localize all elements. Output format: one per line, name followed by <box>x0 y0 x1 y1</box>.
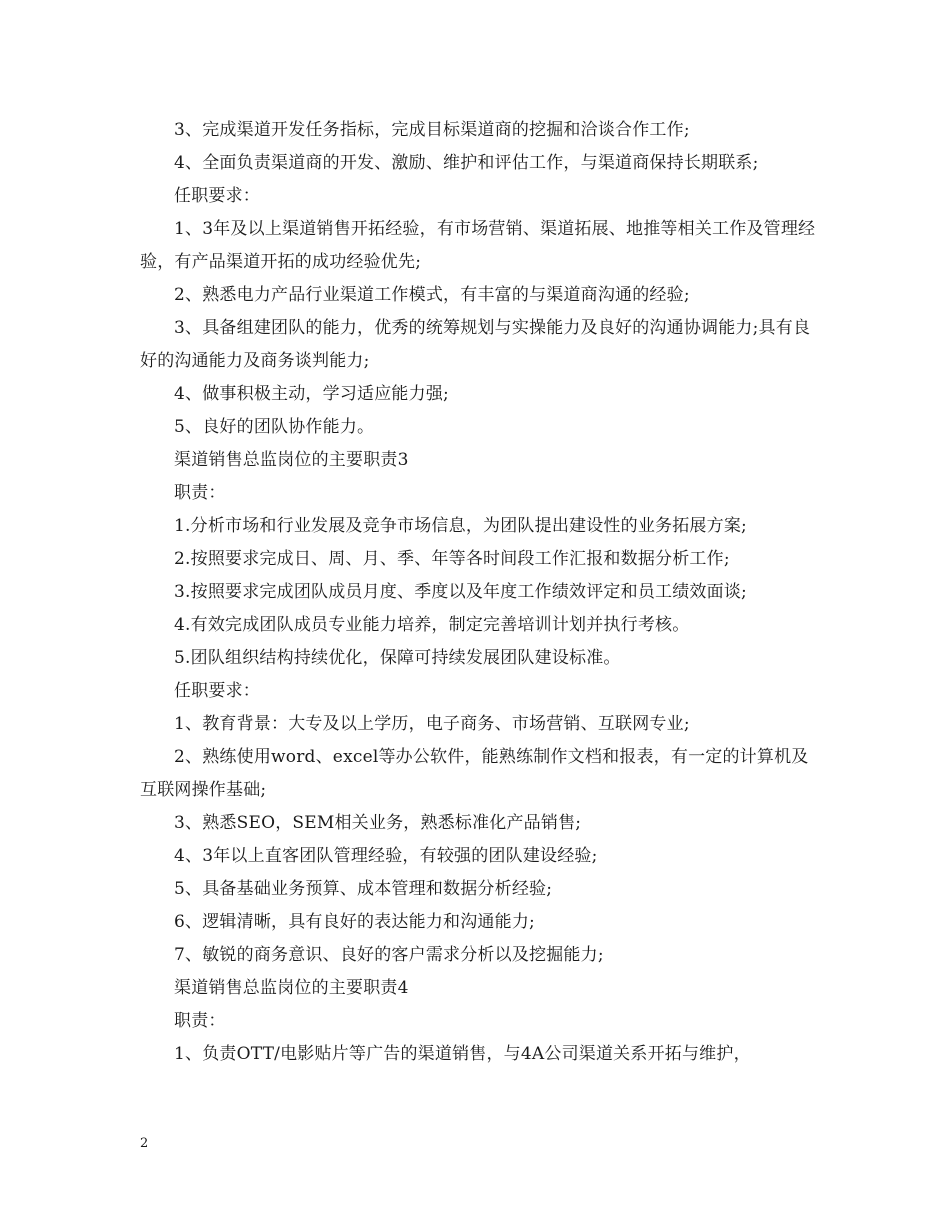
paragraph-4: 1、3年及以上渠道销售开拓经验，有市场营销、渠道拓展、地推等相关工作及管理经验，有产品渠道开拓的成功经验优先; <box>140 219 816 272</box>
paragraph-25: 职责： <box>174 1011 226 1031</box>
paragraph-8: 5、良好的团队协作能力。 <box>174 417 375 437</box>
paragraph-10: 职责： <box>174 483 226 503</box>
paragraph-13: 3.按照要求完成团队成员月度、季度以及年度工作绩效评定和员工绩效面谈; <box>174 582 747 602</box>
page-number: 2 <box>140 1136 149 1151</box>
paragraph-11: 1.分析市场和行业发展及竞争市场信息，为团队提出建设性的业务拓展方案; <box>174 516 747 536</box>
paragraph-16: 任职要求： <box>174 681 260 701</box>
paragraph-15: 5.团队组织结构持续优化，保障可持续发展团队建设标准。 <box>174 648 621 668</box>
paragraph-5: 2、熟悉电力产品行业渠道工作模式，有丰富的与渠道商沟通的经验; <box>174 285 690 305</box>
paragraph-20: 4、3年以上直客团队管理经验，有较强的团队建设经验; <box>174 846 598 866</box>
paragraph-22: 6、逻辑清晰，具有良好的表达能力和沟通能力; <box>174 912 535 932</box>
section-heading-3: 渠道销售总监岗位的主要职责3 <box>174 450 409 470</box>
paragraph-1: 3、完成渠道开发任务指标，完成目标渠道商的挖掘和洽谈合作工作; <box>174 120 690 140</box>
paragraph-19: 3、熟悉SEO，SEM相关业务，熟悉标准化产品销售; <box>174 813 582 833</box>
paragraph-2: 4、全面负责渠道商的开发、激励、维护和评估工作，与渠道商保持长期联系; <box>174 153 759 173</box>
section-heading-4: 渠道销售总监岗位的主要职责4 <box>174 978 409 998</box>
paragraph-21: 5、具备基础业务预算、成本管理和数据分析经验; <box>174 879 553 899</box>
paragraph-12: 2.按照要求完成日、周、月、季、年等各时间段工作汇报和数据分析工作; <box>174 549 730 569</box>
paragraph-17: 1、教育背景：大专及以上学历，电子商务、市场营销、互联网专业; <box>174 714 690 734</box>
paragraph-3: 任职要求： <box>174 186 260 206</box>
paragraph-7: 4、做事积极主动，学习适应能力强; <box>174 384 449 404</box>
document-body <box>140 114 820 1071</box>
paragraph-26: 1、负责OTT/电影贴片等广告的渠道销售，与4A公司渠道关系开拓与维护， <box>174 1044 751 1064</box>
paragraph-14: 4.有效完成团队成员专业能力培养，制定完善培训计划并执行考核。 <box>174 615 690 635</box>
paragraph-18: 2、熟练使用word、excel等办公软件，能熟练制作文档和报表，有一定的计算机及互联网操作基础; <box>140 747 809 800</box>
paragraph-6: 3、具备组建团队的能力，优秀的统筹规划与实操能力及良好的沟通协调能力;具有良好的沟通能力及商务谈判能力; <box>140 318 811 371</box>
paragraph-23: 7、敏锐的商务意识、良好的客户需求分析以及挖掘能力; <box>174 945 604 965</box>
